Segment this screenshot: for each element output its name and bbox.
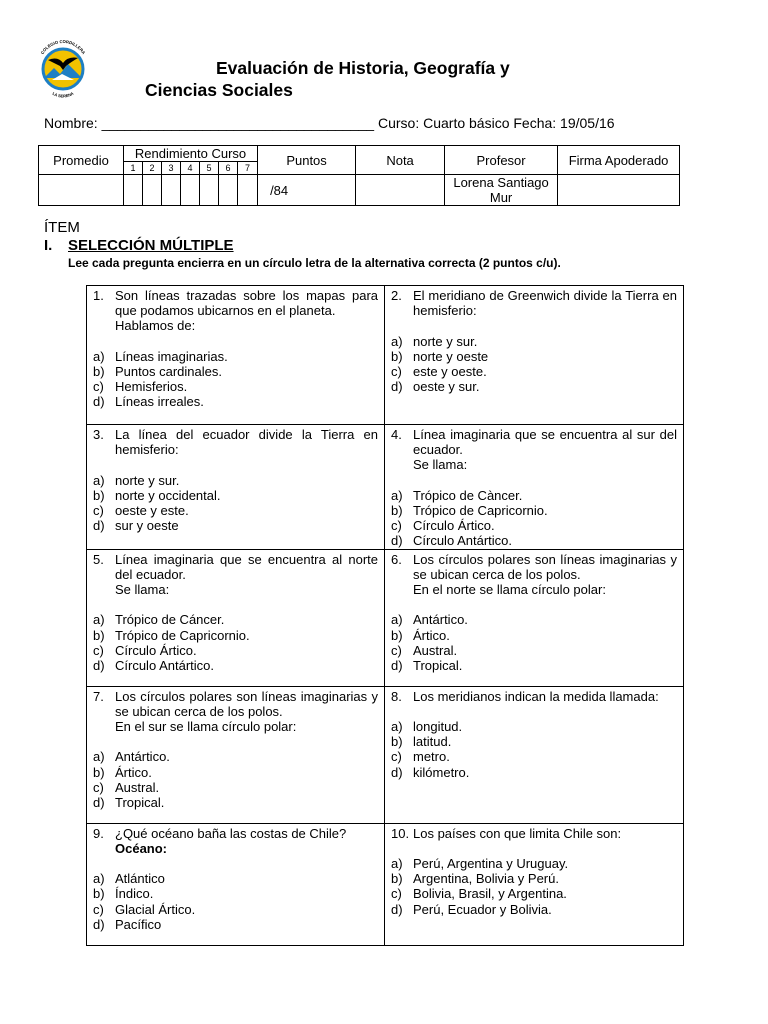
option-letter: d) (391, 901, 403, 917)
answer-option[interactable] (93, 364, 378, 379)
option-letter: b) (391, 871, 403, 887)
option-text: oeste y sur. (413, 379, 480, 395)
option-letter: b) (93, 627, 105, 643)
option-letter: d) (93, 658, 105, 674)
option-letter: d) (391, 379, 403, 395)
answer-option[interactable] (93, 473, 378, 488)
rendimiento-header: Rendimiento Curso (124, 146, 258, 162)
option-text: Trópico de Capricornio. (115, 627, 250, 643)
option-letter: b) (93, 764, 105, 780)
puntos-header: Puntos (258, 146, 356, 175)
option-text: Bolivia, Brasil, y Argentina. (413, 886, 567, 902)
question-7-cell (87, 686, 385, 823)
svg-text:LA SERENA (52, 91, 75, 99)
answer-option[interactable] (391, 734, 677, 749)
option-text: Pacífico (115, 916, 162, 932)
school-logo (32, 36, 94, 102)
option-text: Glacial Ártico. (115, 901, 196, 917)
answer-option[interactable] (391, 719, 677, 734)
answer-option[interactable] (391, 643, 677, 658)
question-number: 4. (391, 427, 402, 442)
answer-option[interactable] (391, 349, 677, 364)
option-letter: c) (391, 642, 402, 658)
question-8-cell (385, 686, 684, 823)
answer-option[interactable] (93, 902, 378, 917)
option-text: norte y oeste (413, 348, 489, 364)
answer-option[interactable] (391, 658, 677, 673)
question-number: 7. (93, 688, 104, 704)
option-text: Índico. (115, 886, 154, 902)
answer-option[interactable] (93, 349, 378, 364)
level-4-value (181, 175, 200, 206)
option-text: Trópico de Cáncer. (115, 612, 225, 628)
question-3-cell (87, 425, 385, 550)
answer-option[interactable] (391, 628, 677, 643)
option-text: Trópico de Capricornio. (413, 503, 548, 518)
profesor-header: Profesor (445, 146, 558, 175)
question-prompt: Hablamos de: (115, 318, 196, 334)
option-text: Trópico de Càncer. (413, 487, 523, 503)
question-text: Línea imaginaria que se encuentra al norte del ecuador. (115, 551, 378, 582)
answer-option[interactable] (391, 612, 677, 627)
option-letter: b) (391, 348, 403, 364)
question-prompt: Océano: (115, 840, 168, 856)
option-text: Líneas irreales. (115, 394, 204, 410)
question-row (87, 823, 684, 945)
answer-option[interactable] (93, 658, 378, 673)
option-letter: d) (391, 658, 403, 674)
answer-option[interactable] (93, 612, 378, 627)
option-text: norte y sur. (413, 333, 478, 349)
question-10-cell (385, 823, 684, 945)
answer-option[interactable] (93, 394, 378, 409)
option-letter: a) (391, 333, 403, 349)
grade-table (38, 145, 680, 206)
firma-value (558, 175, 680, 206)
level-1-value (124, 175, 143, 206)
option-letter: b) (391, 734, 403, 750)
question-1-cell (87, 286, 385, 425)
option-letter: d) (391, 533, 403, 549)
question-5-cell (87, 549, 385, 686)
option-letter: a) (93, 749, 105, 765)
answer-option[interactable] (93, 643, 378, 658)
option-text: latitud. (413, 734, 452, 750)
question-prompt: En el sur se llama círculo polar: (115, 719, 297, 735)
section-number: I. (44, 237, 53, 254)
option-text: Austral. (413, 642, 458, 658)
option-letter: d) (93, 795, 105, 811)
option-letter: c) (93, 503, 104, 518)
option-text: Círculo Antártico. (115, 658, 214, 674)
option-text: norte y occidental. (115, 487, 221, 503)
option-text: Círculo Antártico. (413, 533, 512, 549)
option-letter: c) (391, 749, 402, 765)
option-letter: d) (391, 764, 403, 780)
level-2-value (143, 175, 162, 206)
question-number: 9. (93, 825, 104, 841)
answer-option[interactable] (391, 886, 677, 901)
option-letter: c) (93, 901, 104, 917)
question-row (87, 286, 684, 425)
option-letter: d) (93, 916, 105, 932)
question-number: 8. (391, 688, 402, 704)
question-text: Los círculos polares son líneas imaginarias y se ubican cerca de los polos. (115, 688, 378, 719)
option-text: Antártico. (115, 749, 170, 765)
option-text: Hemisferios. (115, 379, 188, 395)
option-letter: c) (391, 886, 402, 902)
answer-option[interactable] (391, 334, 677, 349)
answer-option[interactable] (93, 628, 378, 643)
page-title-line1: Evaluación de Historia, Geografía y (216, 58, 510, 78)
questions-table (86, 285, 684, 946)
level-6-value (219, 175, 238, 206)
option-letter: c) (391, 364, 402, 379)
nota-header: Nota (356, 146, 445, 175)
level-5-value (200, 175, 219, 206)
option-letter: a) (391, 856, 403, 871)
item-label: ÍTEM (44, 219, 80, 236)
page-title-line2: Ciencias Sociales (145, 80, 293, 100)
answer-option[interactable] (93, 749, 378, 764)
answer-option[interactable] (93, 871, 378, 886)
answer-option[interactable] (93, 518, 378, 533)
answer-option[interactable] (93, 917, 378, 932)
level-1: 1 (124, 162, 143, 175)
answer-option[interactable] (93, 795, 378, 810)
question-number: 1. (93, 288, 104, 303)
section-instructions: Lee cada pregunta encierra en un círculo letra de la alternativa correcta (2 puntos c/u). (68, 256, 561, 270)
question-text: Los países con que limita Chile son: (413, 825, 622, 841)
option-letter: d) (93, 394, 105, 410)
option-text: Atlántico (115, 871, 165, 887)
option-text: Círculo Ártico. (115, 642, 197, 658)
level-3: 3 (162, 162, 181, 175)
question-text: La línea del ecuador divide la Tierra en hemisferio: (115, 427, 378, 458)
option-letter: b) (391, 627, 403, 643)
level-7: 7 (238, 162, 258, 175)
option-letter: d) (93, 518, 105, 534)
answer-option[interactable] (391, 871, 677, 886)
option-letter: a) (391, 487, 403, 503)
answer-option[interactable] (93, 503, 378, 518)
question-row (87, 425, 684, 550)
question-row (87, 549, 684, 686)
option-text: Ártico. (115, 764, 152, 780)
option-letter: b) (93, 886, 105, 902)
option-text: Austral. (115, 779, 160, 795)
answer-option[interactable] (391, 765, 677, 780)
answer-option[interactable] (391, 749, 677, 764)
option-text: Perú, Argentina y Uruguay. (413, 856, 569, 871)
level-4: 4 (181, 162, 200, 175)
answer-option[interactable] (391, 518, 677, 533)
question-prompt: Se llama: (115, 582, 170, 598)
option-letter: c) (391, 518, 402, 534)
option-text: longitud. (413, 719, 463, 734)
logo-text-top: COLEGIO CORDILLERA (39, 38, 87, 56)
question-2-cell (385, 286, 684, 425)
answer-option[interactable] (391, 533, 677, 548)
option-text: Perú, Ecuador y Bolivia. (413, 901, 552, 917)
answer-option[interactable] (93, 886, 378, 901)
answer-option[interactable] (391, 379, 677, 394)
promedio-value (39, 175, 124, 206)
level-6: 6 (219, 162, 238, 175)
question-text: Línea imaginaria que se encuentra al sur del ecuador. (413, 427, 677, 458)
level-2: 2 (143, 162, 162, 175)
question-number: 3. (93, 427, 104, 442)
promedio-header: Promedio (39, 146, 124, 175)
question-prompt: Se llama: (413, 457, 468, 473)
option-text: sur y oeste (115, 518, 179, 534)
answer-option[interactable] (391, 364, 677, 379)
option-text: Tropical. (413, 658, 463, 674)
question-text: El meridiano de Greenwich divide la Tierra en hemisferio: (413, 288, 677, 319)
option-letter: a) (391, 612, 403, 628)
question-prompt: En el norte se llama círculo polar: (413, 582, 606, 598)
student-info-line: Nombre: ___________________________________ Curso: Cuarto básico Fecha: 19/05/16 (44, 115, 615, 131)
question-number: 5. (93, 551, 104, 567)
option-letter: a) (93, 612, 105, 628)
answer-option[interactable] (391, 488, 677, 503)
option-letter: c) (93, 779, 104, 795)
question-number: 10. (391, 825, 410, 841)
question-9-cell (87, 823, 385, 945)
option-letter: c) (93, 379, 104, 395)
option-text: metro. (413, 749, 450, 765)
option-text: Líneas imaginarias. (115, 348, 228, 364)
question-text: ¿Qué océano baña las costas de Chile? (115, 825, 347, 841)
logo-text-bottom: LA SERENA (51, 90, 75, 99)
profesor-value: Lorena Santiago Mur (445, 175, 558, 206)
option-letter: b) (93, 487, 105, 503)
option-text: Argentina, Bolivia y Perú. (413, 871, 559, 887)
answer-option[interactable] (391, 902, 677, 917)
level-7-value (238, 175, 258, 206)
answer-option[interactable] (391, 856, 677, 871)
option-letter: a) (391, 719, 403, 734)
option-text: norte y sur. (115, 472, 180, 488)
option-letter: a) (93, 472, 105, 488)
option-text: Antártico. (413, 612, 468, 628)
question-number: 6. (391, 551, 402, 567)
answer-option[interactable] (391, 503, 677, 518)
question-row (87, 686, 684, 823)
answer-option[interactable] (93, 780, 378, 795)
option-letter: b) (391, 503, 403, 518)
question-text: Los meridianos indican la medida llamada: (413, 688, 659, 704)
level-3-value (162, 175, 181, 206)
answer-option[interactable] (93, 379, 378, 394)
puntos-value: /84 (258, 175, 356, 206)
question-4-cell (385, 425, 684, 550)
option-letter: a) (93, 871, 105, 887)
question-number: 2. (391, 288, 402, 303)
answer-option[interactable] (93, 765, 378, 780)
option-text: Círculo Ártico. (413, 518, 495, 534)
firma-header: Firma Apoderado (558, 146, 680, 175)
question-text: Son líneas trazadas sobre los mapas para que podamos ubicarnos en el planeta. (115, 288, 378, 319)
level-5: 5 (200, 162, 219, 175)
option-text: este y oeste. (413, 364, 487, 379)
section-title: SELECCIÓN MÚLTIPLE (68, 237, 234, 254)
option-text: Tropical. (115, 795, 165, 811)
question-6-cell (385, 549, 684, 686)
option-text: oeste y este. (115, 503, 189, 518)
option-text: Ártico. (413, 627, 450, 643)
option-text: kilómetro. (413, 764, 470, 780)
question-text: Los círculos polares son líneas imaginarias y se ubican cerca de los polos. (413, 551, 677, 582)
option-text: Puntos cardinales. (115, 364, 222, 379)
answer-option[interactable] (93, 488, 378, 503)
option-letter: b) (93, 364, 105, 379)
nota-value (356, 175, 445, 206)
option-letter: c) (93, 642, 104, 658)
option-letter: a) (93, 348, 105, 364)
